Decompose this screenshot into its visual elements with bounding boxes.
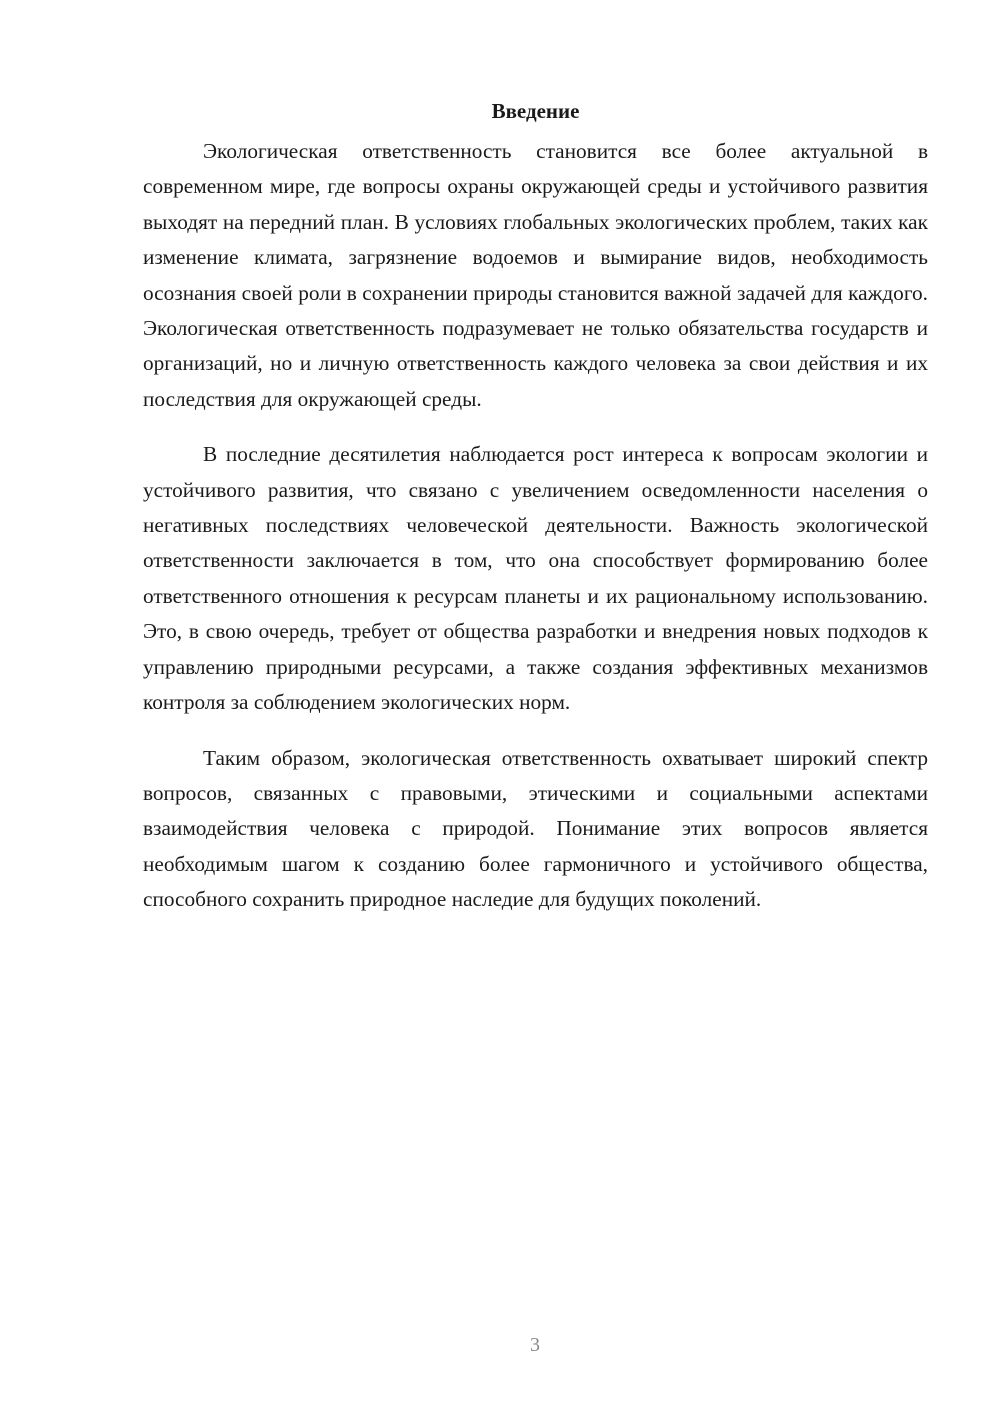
page-number: 3 (530, 1334, 540, 1356)
page-content (143, 96, 928, 938)
paragraph-2: В последние десятилетия наблюдается рост интереса к вопросам экологии и устойчивого развития, что связано с увеличением осведомленности населения о негативных последствиях человеческой деятельности. Важность экологической ответственности заключается в том, что она способствует формированию более ответственного отношения к ресурсам планеты и их рациональному использованию. Это, в свою очередь, требует от общества разработки и внедрения новых подходов к управлению природными ресурсами, а также создания эффективных механизмов контроля за соблюдением экологических норм. (143, 442, 928, 715)
paragraph-1: Экологическая ответственность становится все более актуальной в современном мире, где вопросы охраны окружающей среды и устойчивого развития выходят на передний план. В условиях глобальных экологических проблем, таких как изменение климата, загрязнение водоемов и вымирание видов, необходимость осознания своей роли в сохранении природы становится важной задачей для каждого. Экологическая ответственность подразумевает не только обязательства государств и организаций, но и личную ответственность каждого человека за свои действия и их последствия для окружающей среды. (143, 139, 928, 411)
paragraph-3: Таким образом, экологическая ответственность охватывает широкий спектр вопросов, связанных с правовыми, этическими и социальными аспектами взаимодействия человека с природой. Понимание этих вопросов является необходимым шагом к созданию более гармоничного и устойчивого общества, способного сохранить природное наследие для будущих поколений. (143, 745, 928, 912)
section-title: Введение (491, 99, 580, 123)
